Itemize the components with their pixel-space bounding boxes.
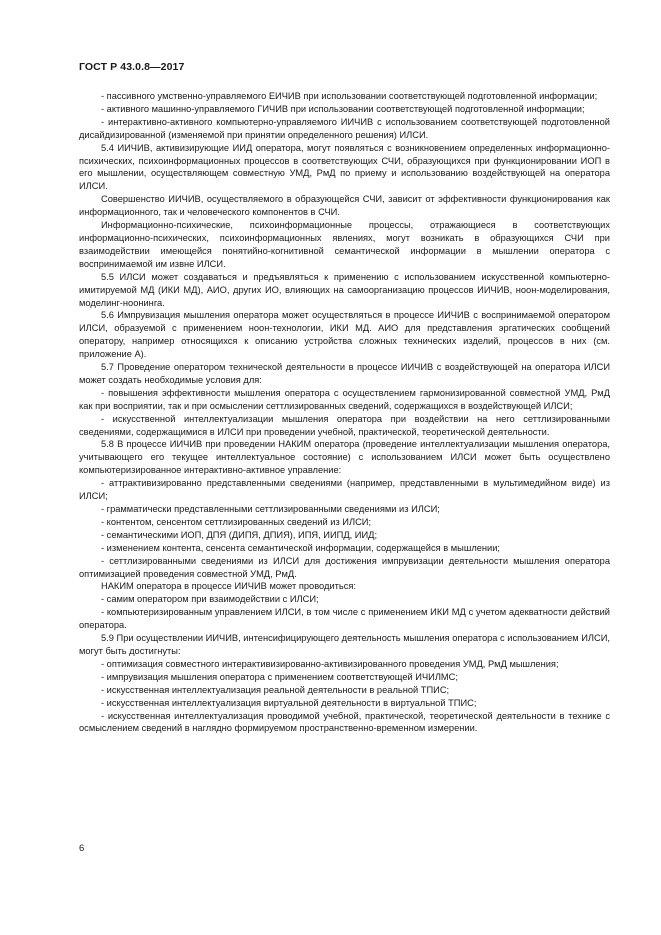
body-paragraph: - пассивного умственно-управляемого ЕИЧИВ при использовании соответствующей подготовленной информации; <box>101 91 598 101</box>
body-paragraph: НАКИМ оператора в процессе ИИЧИВ может проводиться: <box>101 581 357 592</box>
list-item: - семантическими ИОП, ДПЯ (ДИПЯ, ДПИЯ), ИПЯ, ИИПД, ИИД; <box>101 529 378 540</box>
section-5-4-paragraph: 5.4 ИИЧИВ, активизирующие ИИД оператора, могут появляться с возникновением определенных информационно-психических, психоинформационных процессов в соответствующих СЧИ, образующихся при функционировании ИОП в его мышлении, осуществляющем совместную УМД, РмД по приему и использованию воздействующей на оператора ИЛСИ. <box>79 142 610 192</box>
body-paragraph: - интерактивно-активного компьютерно-управляемого ИИЧИВ с использованием соответствующей подготовленной дисайдизированной (изменяемой при принятии определенного решения) ИЛСИ. <box>79 116 610 140</box>
list-item: - контентом, сенсентом сеттлизированных сведений из ИЛСИ; <box>101 516 372 527</box>
page-number: 6 <box>79 843 85 854</box>
list-item: - искусственная интеллектуализация виртуальной деятельности в виртуальной ТПИС; <box>101 697 477 708</box>
list-item: - повышения эффективности мышления оператора с осуществлением гармонизированной совместной УМД, РмД как при восприятии, так и при осмыслении сеттлизированных сведений, содержащихся в воздействующей ИЛСИ; <box>79 387 610 411</box>
body-paragraph: - активного машинно-управляемого ГИЧИВ при использовании соответствующей подготовленной информации; <box>101 103 585 114</box>
body-paragraph: Совершенство ИИЧИВ, осуществляемого в образующейся СЧИ, зависит от эффективности функционирования как информационного, так и человеческого компонентов в СЧИ. <box>79 194 610 218</box>
list-item: - компьютеризированным управлением ИЛСИ, в том числе с применением ИКИ МД с учетом адекватности действий оператора. <box>79 607 610 631</box>
list-item: - искусственная интеллектуализация реальной деятельности в реальной ТПИС; <box>101 684 450 695</box>
document-body <box>79 90 610 735</box>
section-5-9-paragraph: 5.9 При осуществлении ИИЧИВ, интенсифицирующего деятельность мышления оператора с использованием ИЛСИ, могут быть достигнуты: <box>79 633 610 656</box>
list-item: - искусственной интеллектуализации мышления оператора при воздействии на него сеттлизированными сведениями, содержащимися в ИЛСИ при проведении учебной, практической, теоретической деятельности. <box>79 413 610 437</box>
section-5-8-paragraph: 5.8 В процессе ИИЧИВ при проведении НАКИМ оператора (проведение интеллектуализации мышления оператора, учитывающего его текущее интеллектуальное состояние) с использованием ИЛСИ может быть осуществлено компьютеризированное интерактивно-активное управление: <box>79 439 610 476</box>
section-5-7-paragraph: 5.7 Проведение оператором технической деятельности в процессе ИИЧИВ с воздействующей на оператора ИЛСИ может создать необходимые условия для: <box>79 362 610 385</box>
list-item: - грамматически представленными сеттлизированными сведениями из ИЛСИ; <box>101 504 440 514</box>
section-5-5-paragraph: 5.5 ИЛСИ может создаваться и предъявляться к применению с использованием искусственной компьютерно-имитируемой МД (ИКИ МД), АИО, других ИО, влияющих на самоорганизацию процессов ИИЧИВ, ноон-моделирования, моделинг-ноонинга. <box>79 271 610 308</box>
list-item: - импрувизация мышления оператора с применением соответствующей ИЧИЛМС; <box>101 671 458 682</box>
list-item: - оптимизация совместного интерактивизированно-активизированного проведения УМД, РмД мышления; <box>101 658 559 669</box>
document-header: ГОСТ Р 43.0.8—2017 <box>79 61 185 73</box>
section-5-6-paragraph: 5.6 Импрувизация мышления оператора может осуществляться в процессе ИИЧИВ с воспринимаемой оператором ИЛСИ, образуемой с применением ноон-технологии, ИКИ МД. АИО для представления эргатических сообщений оператору, например относящихся к описанию устройства сложных технических изделий, процессов в них (см. приложение А). <box>79 310 610 360</box>
list-item: - изменением контента, сенсента семантической информации, содержащейся в мышлении; <box>101 542 501 553</box>
list-item: - аттрактивизированно представленными сведениями (например, представленными в мультимедийном виде) из ИЛСИ; <box>79 478 610 502</box>
list-item: - сеттлизированными сведениями из ИЛСИ для достижения импрувизации деятельности мышления оператора оптимизацией проведения совместной УМД, РмД. <box>79 555 610 579</box>
body-paragraph: Информационно-психические, психоинформационные процессы, отражающиеся в соответствующих информационно-психических, психоинформационных явлениях, могут возникать в образующихся СЧИ при взаимодействии имеющейся понятийно-когнитивной семантической информации в мышлении оператора с воспринимаемой им извне ИЛСИ. <box>79 220 610 269</box>
list-item: - искусственная интеллектуализация проводимой учебной, практической, теоретической деятельности в технике с осмыслением сведений в наглядно формируемом пространственно-временном измерении. <box>79 710 610 734</box>
list-item: - самим оператором при взаимодействии с ИЛСИ; <box>101 594 319 605</box>
